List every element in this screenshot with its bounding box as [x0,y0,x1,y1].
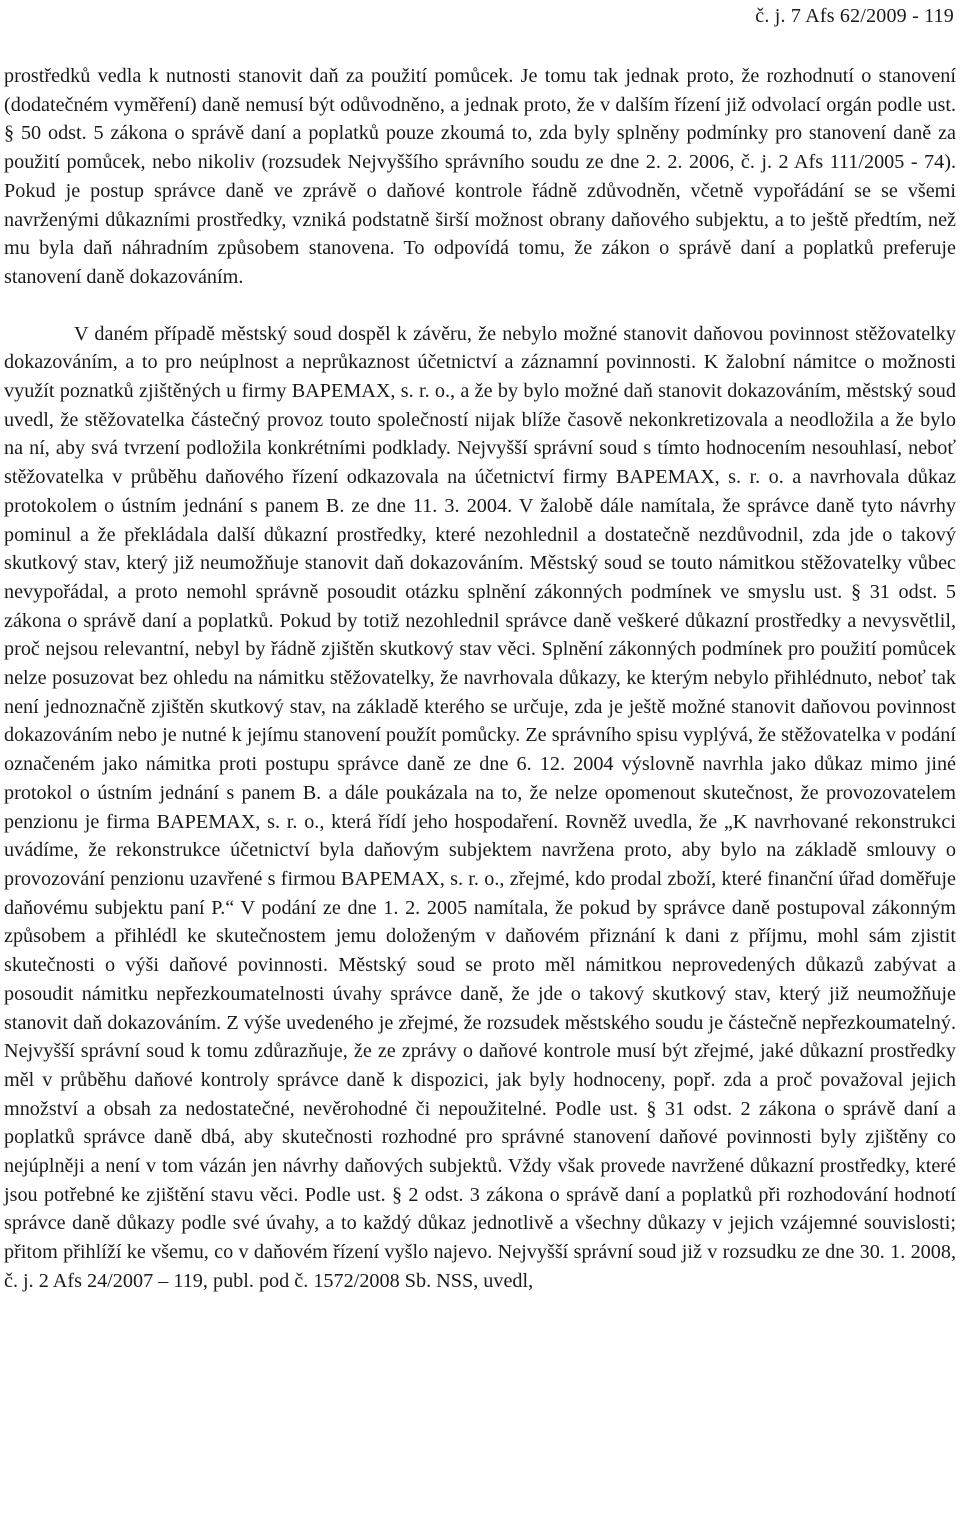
paragraph-1: prostředků vedla k nutnosti stanovit daň za použití pomůcek. Je tomu tak jednak proto, že rozhodnutí o stanovení (dodatečném vyměření) daně nemusí být odůvodněno, a jednak proto, že v dalším řízení již odvolací orgán podle ust. § 50 odst. 5 zákona o správě daní a poplatků pouze zkoumá to, zda byly splněny podmínky pro stanovení daně za použití pomůcek, nebo nikoliv (rozsudek Nejvyššího správního soudu ze dne 2. 2. 2006, č. j. 2 Afs 111/2005 - 74). Pokud je postup správce daně ve zprávě o daňové kontrole řádně zdůvodněn, včetně vypořádání se se všemi navrženými důkazními prostředky, vzniká podstatně širší možnost obrany daňového subjektu, a to ještě předtím, než mu byla daň náhradním způsobem stanovena. To odpovídá tomu, že zákon o správě daní a poplatků preferuje stanovení daně dokazováním. [4,65,956,288]
paragraph-2: V daném případě městský soud dospěl k závěru, že nebylo možné stanovit daňovou povinnost stěžovatelky dokazováním, a to pro neúplnost a neprůkaznost účetnictví a záznamní povinnosti. K žalobní námitce o možnosti využít poznatků zjištěných u firmy BAPEMAX, s. r. o., a že by bylo možné daň stanovit dokazováním, městský soud uvedl, že stěžovatelka částečný provoz touto společností nijak blíže časově nekonkretizovala a neodložila a že bylo na ní, aby svá tvrzení podložila konkrétními podklady. Nejvyšší správní soud s tímto hodnocením nesouhlasí, neboť stěžovatelka v průběhu daňového řízení odkazovala na účetnictví firmy BAPEMAX, s. r. o. a navrhovala důkaz protokolem o ústním jednání s panem B. ze dne 11. 3. 2004. V žalobě dále namítala, že správce daně tyto návrhy pominul a že překládala další důkazní prostředky, které nezohlednil a dostatečně nezdůvodnil, zda jde o takový skutkový stav, který již neumožňuje stanovit daň dokazováním. Městský soud se touto námitkou stěžovatelky vůbec nevypořádal, a proto nemohl správně posoudit otázku splnění zákonných podmínek ve smyslu ust. § 31 odst. 5 zákona o správě daní a poplatků. Pokud by totiž nezohlednil správce daně veškeré důkazní prostředky a nevysvětlil, proč nejsou relevantní, nebyl by řádně zjištěn skutkový stav věci. Splnění zákonných podmínek pro použití pomůcek nelze posuzovat bez ohledu na námitku stěžovatelky, že navrhovala důkazy, ke kterým nebylo přihlédnuto, neboť tak není jednoznačně zjištěn skutkový stav, na základě kterého se určuje, zda je ještě možné stanovit daňovou povinnost dokazováním nebo je nutné k jejímu stanovení použít pomůcky. Ze správního spisu vyplývá, že stěžovatelka v podání označeném jako námitka proti postupu správce daně ze dne 6. 12. 2004 výslovně navrhla jako důkaz mimo jiné protokol o ústním jednání s panem B. a dále poukázala na to, že nelze opomenout skutečnost, že provozovatelem penzionu je firma BAPEMAX, s. r. o., která řídí jeho hospodaření. Rovněž uvedla, že „K navrhované rekonstrukci uvádíme, že rekonstrukce účetnictví byla daňovým subjektem navržena proto, aby bylo na základě smlouvy o provozování penzionu uzavřené s firmou BAPEMAX, s. r. o., zřejmé, kdo prodal zboží, které finanční úřad doměřuje daňovému subjektu paní P.“ V podání ze dne 1. 2. 2005 namítala, že pokud by správce daně postupoval zákonným způsobem a přihlédl ke skutečnostem jemu doloženým v daňovém přiznání k dani z příjmu, mohl sám zjistit skutečnosti o výši daňové povinnosti. Městský soud se proto měl námitkou neprovedených důkazů zabývat a posoudit námitku nepřezkoumatelnosti úvahy správce daně, že jde o takový skutkový stav, který již neumožňuje stanovit daň dokazováním. Z výše uvedeného je zřejmé, že rozsudek městského soudu je částečně nepřezkoumatelný. Nejvyšší správní soud k tomu zdůrazňuje, že ze zprávy o daňové kontrole musí být zřejmé, jaké důkazní prostředky měl v průběhu daňové kontroly správce daně k dispozici, jak byly hodnoceny, popř. zda a proč považoval jejich množství a obsah za nedostatečné, nevěrohodné či nepoužitelné. Podle ust. § 31 odst. 2 zákona o správě daní a poplatků správce daně dbá, aby skutečnosti rozhodné pro správné stanovení daňové povinnosti byly zjištěny co nejúplněji a není v tom vázán jen návrhy daňových subjektů. Vždy však provede navržené důkazní prostředky, které jsou potřebné ke zjištění stavu věci. Podle ust. § 2 odst. 3 zákona o správě daní a poplatků při rozhodování hodnotí správce daně důkazy podle své úvahy, a to každý důkaz jednotlivě a všechny důkazy v jejich vzájemné souvislosti; přitom přihlíží ke všemu, co v daňovém řízení vyšlo najevo. Nejvyšší správní soud již v rozsudku ze dne 30. 1. 2008, č. j. 2 Afs 24/2007 – 119, publ. pod č. 1572/2008 Sb. NSS, uvedl, [4,322,956,1292]
case-number-header: č. j. 7 Afs 62/2009 - 119 [755,5,954,27]
document-body [4,62,956,1296]
